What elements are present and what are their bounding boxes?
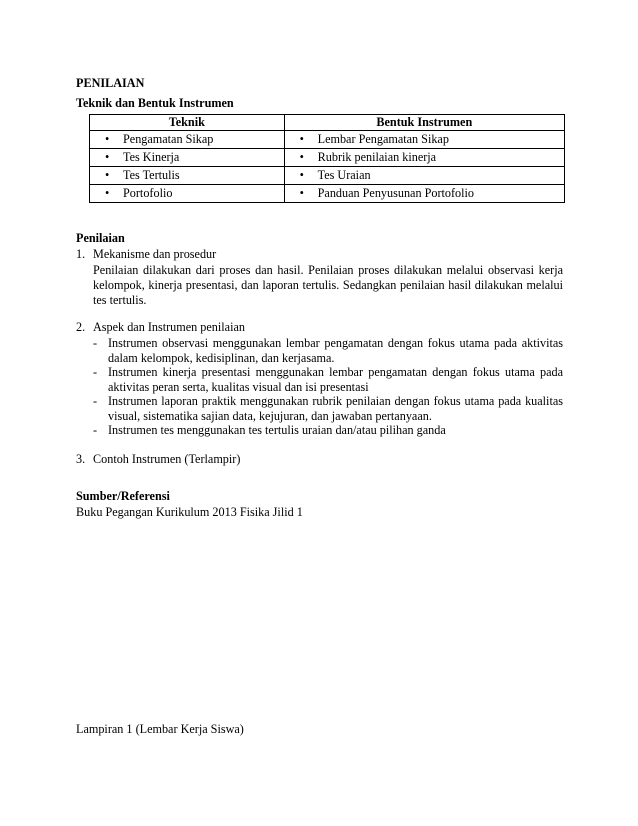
dash-marker: - [93,336,98,350]
item-number: 3. [76,452,86,466]
table-cell: Panduan Penyusunan Portofolio [317,186,475,200]
table-subheading: Teknik dan Bentuk Instrumen [76,96,234,110]
table-cell: Tes Tertulis [123,168,180,182]
point-text: Instrumen tes menggunakan tes tertulis uraian dan/atau pilihan ganda [108,423,446,437]
list-item [76,247,216,262]
table-cell: Rubrik penilaian kinerja [317,150,437,164]
table-cell: Portofolio [123,186,173,200]
dash-marker: - [93,365,98,379]
bullet: • [299,186,304,200]
table-header-teknik: Teknik [90,115,285,131]
penilaian-title: Penilaian [76,231,125,245]
point-text: Instrumen observasi menggunakan lembar pengamatan dengan fokus utama pada aktivitas dalam kelompok, kedisiplinan, dan kerjasama. [108,336,563,365]
bullet: • [299,150,304,164]
point-text: Instrumen kinerja presentasi menggunakan lembar pengamatan dengan fokus utama pada aktivitas peran serta, kualitas visual dan isi presentasi [108,365,563,394]
bullet: • [299,132,304,146]
dash-marker: - [93,394,98,408]
mekanisme-paragraph: Penilaian dilakukan dari proses dan hasil. Penilaian proses dilakukan melalui observasi kerja kelompok, kinerja presentasi, dan laporan tertulis. Sedangkan penilaian hasil dilakukan melalui tes tertulis. [93,263,563,307]
bullet: • [105,150,110,164]
table-cell: Tes Kinerja [123,150,180,164]
list-item [76,452,240,467]
point-text: Instrumen laporan praktik menggunakan rubrik penilaian dengan fokus utama pada kualitas visual, sistematika sajian data, kejujuran, dan jawaban pertanyaan. [108,394,563,423]
table-cell: Tes Uraian [317,168,371,182]
table-row [90,167,565,185]
dash-marker: - [93,423,98,437]
table-cell: Lembar Pengamatan Sikap [317,132,449,146]
bullet: • [299,168,304,182]
sumber-title: Sumber/Referensi [76,489,170,503]
bullet: • [105,168,110,182]
item-title: Mekanisme dan prosedur [93,247,217,261]
table-header-row [90,115,565,131]
table-row [90,149,565,167]
item-title: Aspek dan Instrumen penilaian [93,320,245,334]
table-row [90,131,565,149]
lampiran-text: Lampiran 1 (Lembar Kerja Siswa) [76,722,244,736]
item-number: 1. [76,247,86,261]
instrument-table [89,114,565,203]
bullet: • [105,186,110,200]
table-row [90,185,565,203]
item-number: 2. [76,320,86,334]
section-heading: PENILAIAN [76,76,145,90]
table-cell: Pengamatan Sikap [123,132,214,146]
list-item [76,320,245,335]
bullet: • [105,132,110,146]
table-header-bentuk: Bentuk Instrumen [284,115,564,131]
item-title: Contoh Instrumen (Terlampir) [93,452,241,466]
sumber-text: Buku Pegangan Kurikulum 2013 Fisika Jilid 1 [76,505,303,519]
